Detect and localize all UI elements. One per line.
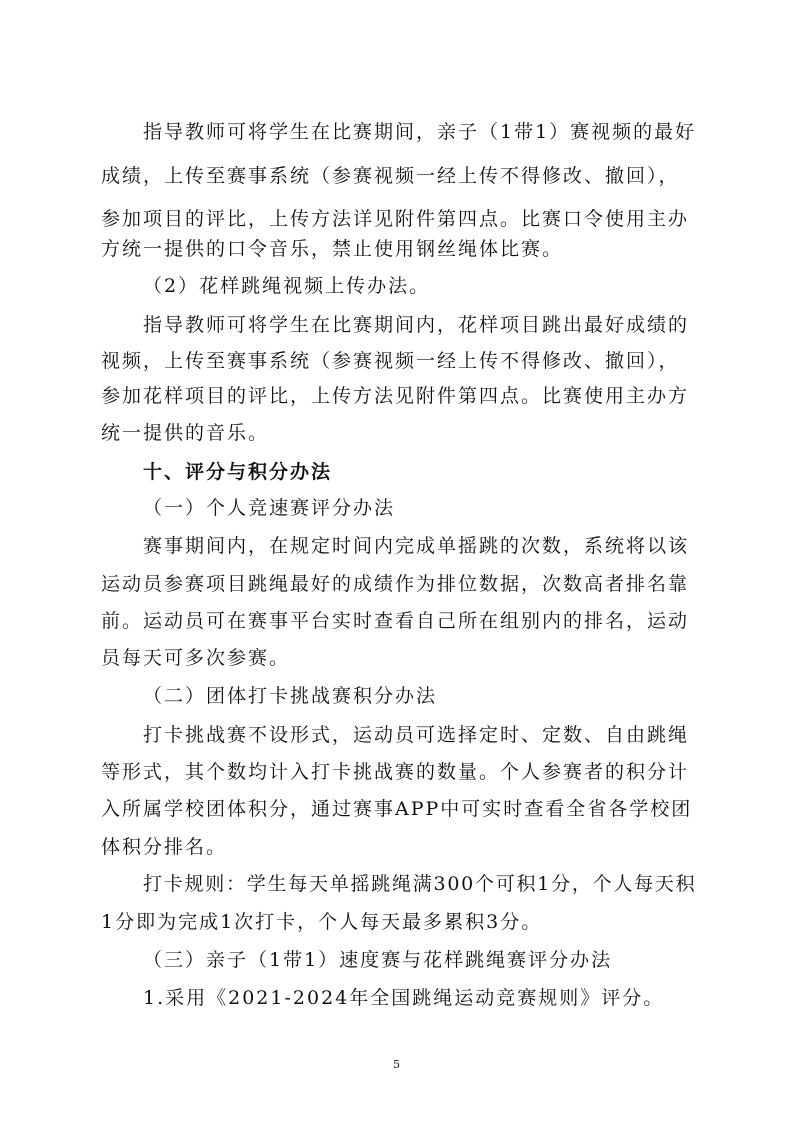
paragraph-line: 指导教师可将学生在比赛期间，亲子（1带1）赛视频的最好 (143, 121, 697, 143)
paragraph-line: 统一提供的音乐。 (101, 422, 270, 444)
paragraph-line: 参加项目的评比，上传方法详见附件第四点。比赛口令使用主办 (101, 208, 690, 230)
section-heading: 十、评分与积分办法 (143, 461, 333, 483)
paragraph-line: 1分即为完成1次打卡，个人每天最多累积3分。 (101, 911, 543, 933)
paragraph-line: 前。运动员可在赛事平台实时查看自己所在组别内的排名，运动 (101, 610, 690, 632)
page-number: 5 (393, 1058, 400, 1071)
paragraph-line: 1.采用《2021-2024年全国跳绳运动竞赛规则》评分。 (143, 987, 665, 1009)
paragraph-line: 视频，上传至赛事系统（参赛视频一经上传不得修改、撤回）， (101, 350, 680, 372)
paragraph-line: 打卡规则：学生每天单摇跳绳满300个可积1分，个人每天积 (143, 873, 697, 895)
paragraph-line: 方统一提供的口令音乐，禁止使用钢丝绳体比赛。 (101, 238, 564, 260)
paragraph-line: 参加花样项目的评比，上传方法见附件第四点。比赛使用主办方 (101, 385, 690, 407)
subsection-heading: （一）个人竞速赛评分办法 (143, 497, 396, 519)
subsection-heading: （三）亲子（1带1）速度赛与花样跳绳赛评分办法 (143, 949, 613, 971)
paragraph-line: 员每天可多次参赛。 (101, 647, 291, 669)
paragraph-line: （2）花样跳绳视频上传办法。 (143, 275, 431, 297)
paragraph-line: 指导教师可将学生在比赛期间内，花样项目跳出最好成绩的 (143, 314, 690, 336)
paragraph-line: 等形式，其个数均计入打卡挑战赛的数量。个人参赛者的积分计 (101, 761, 690, 783)
paragraph-line: 成绩，上传至赛事系统（参赛视频一经上传不得修改、撤回）， (101, 165, 680, 187)
paragraph-line: 打卡挑战赛不设形式，运动员可选择定时、定数、自由跳绳 (143, 724, 690, 746)
paragraph-line: 入所属学校团体积分，通过赛事APP中可实时查看全省各学校团 (101, 798, 693, 820)
paragraph-line: 运动员参赛项目跳绳最好的成绩作为排位数据，次数高者排名靠 (101, 573, 690, 595)
paragraph-line: 赛事期间内，在规定时间内完成单摇跳的次数，系统将以该 (143, 535, 690, 557)
paragraph-line: 体积分排名。 (101, 836, 228, 858)
subsection-heading: （二）团体打卡挑战赛积分办法 (143, 685, 438, 707)
